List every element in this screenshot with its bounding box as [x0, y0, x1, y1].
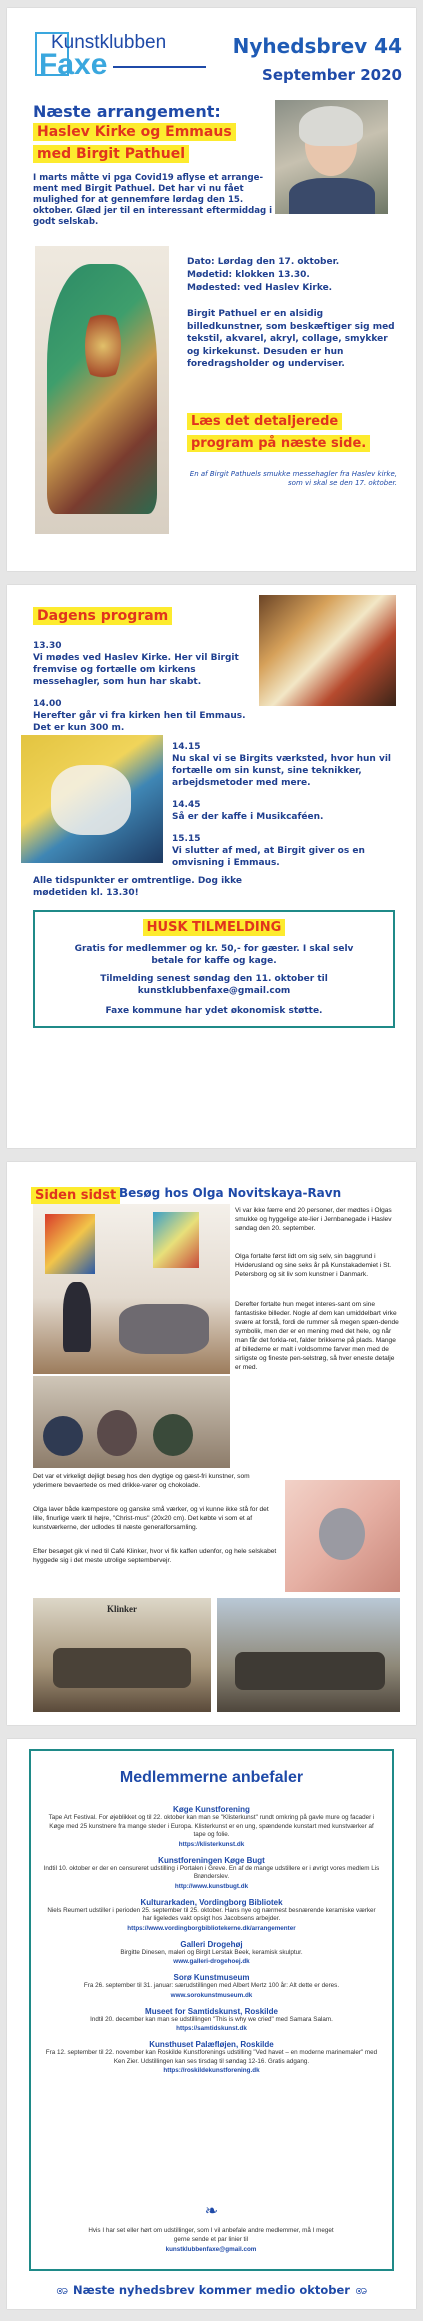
- page-event: [7, 8, 416, 571]
- last-tag-text: Siden sidst: [31, 1187, 120, 1204]
- recommend-item-link[interactable]: https://www.vordingborgbibliotekerne.dk/arrangementer: [127, 1924, 296, 1932]
- atelier-photo: [33, 1204, 230, 1374]
- painting-top: [259, 595, 396, 706]
- last-title: Besøg hos Olga Novitskaya-Ravn: [119, 1186, 342, 1200]
- next-issue-text: Næste nyhedsbrev kommer medio oktober: [73, 2283, 350, 2297]
- recommend-item-title: Galleri Drogehøj: [180, 1939, 243, 1949]
- signup-deadline: Tilmelding senest søndag den 11. oktober til: [100, 974, 328, 984]
- recommend-item-text: Fra 12. september til 22. november kan Roskilde Kunstforenings udstilling "Ved havet – en moderne marinemaler" med Ken Zier. Udstillingen kan ses tirsdag til søndag 12-16. Gratis adgang.: [45, 2049, 378, 2065]
- read-more: [187, 410, 392, 454]
- program-time-3: 14.15: [172, 742, 201, 752]
- page-recommend: [7, 1739, 416, 2309]
- program-desc-3: Nu skal vi se Birgits værksted, hvor hun vil fortælle om sin kunst, sine teknikker, arbejdsmetoder med mere.: [172, 754, 391, 788]
- program-desc-4: Så er der kaffe i Musikcaféen.: [172, 812, 324, 822]
- recommend-item-title: Kulturarkaden, Vordingborg Bibliotek: [140, 1897, 283, 1907]
- recommend-item: [43, 1898, 380, 1933]
- cafe-photo-right: [217, 1598, 400, 1712]
- support-note: Faxe kommune har ydet økonomisk støtte.: [105, 1006, 323, 1016]
- recommend-item-text: Fra 26. september til 31. januar: særudstillingen med Albert Mertz 100 år: Alt dette er deres.: [83, 1982, 340, 1989]
- recommend-heading: Medlemmerne anbefaler: [119, 1769, 304, 1786]
- painting-left: [21, 735, 163, 863]
- program-time-4: 14.45: [172, 800, 201, 810]
- vestment-caption: En af Birgit Pathuels smukke messehagler fra Haslev kirke, som vi skal se den 17. oktober.: [189, 470, 397, 487]
- recommend-item-title: Museet for Samtidskunst, Roskilde: [145, 2006, 278, 2016]
- recommend-ornament: ❧: [204, 2201, 219, 2220]
- recommend-list: [43, 1805, 380, 2082]
- signup-title: HUSK TILMELDING: [143, 919, 286, 936]
- program-note: Alle tidspunkter er omtrentlige. Dog ikke mødetiden kl. 13.30!: [33, 876, 242, 898]
- last-p2: Olga fortalte først lidt om sig selv, sin baggrund i Hviderusland og sine seks år på Kunstakademiet i St. Petersborg og sit liv som kunstner i Danmark.: [235, 1253, 392, 1278]
- vestment-photo: [35, 246, 169, 534]
- recommend-item-text: Indtil 20. december kan man se udstillingen "This is why we cried" med Samara Salam.: [90, 2015, 333, 2023]
- group-photo: [33, 1376, 230, 1468]
- cafe-sign: Klinker: [106, 1604, 137, 1614]
- program-heading-text: Dagens program: [33, 607, 172, 625]
- recommend-item: [43, 2040, 380, 2075]
- event-bio: Birgit Pathuel er en alsidig billedkunstner, som beskæftiger sig med tekstil, akvarel, akryl, collage, smykker og kirkekunst. Desuden er hun foredragsholder og underviser.: [187, 309, 395, 369]
- event-title: [33, 121, 236, 162]
- program-time-5: 15.15: [172, 834, 201, 844]
- recommend-item-link[interactable]: https://roskildekunstforening.dk: [163, 2067, 260, 2074]
- recommend-item-title: Køge Kunstforening: [173, 1805, 250, 1814]
- recommend-item-link[interactable]: http://www.kunstbugt.dk: [174, 1882, 249, 1890]
- signup-box: [33, 910, 395, 1028]
- logo-top-text: Kunstklubben: [51, 32, 167, 53]
- recommend-item-link[interactable]: https://samtidskunst.dk: [176, 2025, 247, 2032]
- portrait-photo: [275, 100, 388, 214]
- recommend-item-text: Niels Reumert udstiller i perioden 25. september til 25. oktober. Hans nye og nærmest besnærende keramiske værker har ligeledes vakt opsigt hos Jacobsens arbejder.: [47, 1906, 376, 1922]
- logo-underline: [113, 66, 206, 68]
- event-title-line2: med Birgit Pathuel: [33, 145, 189, 163]
- cafe-photo-left: [33, 1598, 211, 1712]
- last-p3: Derefter fortalte hun meget interes-sant om sine fantastiske billeder. Nogle af dem kan umiddelbart virke svære at forstå, fordi de rummer så megen spæn-dende symbolik, men der er en mening med det hele, og når man får det forkla-ret, falder brikkerne på plads. Mange af billederne er malt i voldsomme farver men med de sirligste og fineste pen-selstrøg, så hver eneste detalje er med.: [235, 1301, 399, 1371]
- program-time-1: 13.30: [33, 641, 62, 651]
- event-date: Dato: Lørdag den 17. oktober.: [187, 257, 340, 267]
- recommend-footer-email[interactable]: kunstklubbenfaxe@gmail.com: [165, 2246, 257, 2253]
- program-heading: [33, 605, 172, 624]
- program-desc-5: Vi slutter af med, at Birgit giver os en omvisning i Emmaus.: [172, 846, 365, 868]
- recommend-item-title: Sorø Kunstmuseum: [173, 1973, 250, 1982]
- logo-bottom-text: Faxe: [39, 48, 108, 81]
- last-tag: [31, 1184, 120, 1203]
- recommend-item: [43, 1940, 380, 1967]
- last-p1: Vi var ikke færre end 20 personer, der mødtes i Olgas smukke og hyggelige ate-lier i Jernbanegade i Haslev søndag den 20. september.: [235, 1207, 392, 1232]
- page-program: [7, 585, 416, 1148]
- recommend-item: [43, 1856, 380, 1891]
- recommend-item-text: Tape Art Festival. For øjeblikket og til 22. oktober kan man se "Klisterkunst" rundt omkring på gavle mure og facader i Køge med 25 kunstnere fra mange steder i Europa. Klisterkunst er en ung, spændende kunstart med kunstværker af tape og folie.: [48, 1814, 375, 1838]
- recommend-item-text: Birgitte Dinesen, maleri og Birgit Lerstak Beek, keramisk skulptur.: [120, 1948, 303, 1956]
- recommend-item-text: Indtil 10. oktober er der en censureret udstilling i Portalen i Greve. En af de mange udstillere er i øvrigt vores medlem Lis Brønderslev.: [43, 1864, 380, 1880]
- swirl-right-icon: ꩨ: [355, 2283, 367, 2298]
- event-place: Mødested: ved Haslev Kirke.: [187, 283, 333, 293]
- swirl-left-icon: ꩨ: [56, 2283, 68, 2298]
- next-issue: [29, 2279, 394, 2301]
- recommend-item: [43, 1973, 380, 2000]
- recommend-item-link[interactable]: https://klisterkunst.dk: [178, 1840, 245, 1848]
- event-time: Mødetid: klokken 13.30.: [187, 270, 310, 280]
- recommend-item: [43, 1805, 380, 1849]
- event-intro: I marts måtte vi pga Covid19 aflyse et arrange-ment med Birgit Pathuel. Det har vi nu fået mulighed for at gennemføre lørdag den 15. oktober. Glæd jer til en interessant eftermiddag i godt selskab.: [33, 173, 273, 227]
- event-heading: Næste arrangement:: [33, 102, 221, 121]
- recommend-item-link[interactable]: www.sorokunstmuseum.dk: [170, 1991, 253, 1999]
- newsletter-date: September 2020: [262, 66, 402, 84]
- recommend-item: [43, 2007, 380, 2034]
- newsletter-number: Nyhedsbrev 44: [232, 34, 402, 58]
- page-last: [7, 1162, 416, 1725]
- signup-price: Gratis for medlemmer og kr. 50,- for gæster. I skal selv betale for kaffe og kage.: [74, 944, 354, 966]
- last-p4: Det var et virkeligt dejligt besøg hos den dygtige og gæst-fri kunstner, som yderimere bevaertede os med drikke-varer og chokolade.: [33, 1473, 250, 1489]
- last-p6: Efter besøget gik vi ned til Café Klinker, hvor vi fik kaffen udenfor, og hele selskabet hyggede sig i det meste utrolige septembervejr.: [33, 1548, 277, 1564]
- recommend-footer-text: Hvis I har set eller hørt om udstillinger, som I vil anbefale andre medlemmer, må I meget gerne sende et par linier til: [88, 2227, 334, 2243]
- recommend-item-title: Kunsthuset Palæfløjen, Roskilde: [149, 2040, 274, 2049]
- last-p5: Olga laver både kæmpestore og ganske små værker, og vi kunne ikke stå for det lille, finurlige værk til højre, "Christ-mus" (20x20 cm). Det købte vi som et af kunstværkerne, der udlodes til næste generalforsamling.: [33, 1506, 269, 1531]
- read-more-text: Læs det detaljerede program på næste side.: [187, 413, 370, 452]
- event-title-line1: Haslev Kirke og Emmaus: [33, 123, 236, 141]
- program-desc-2: Herefter går vi fra kirken hen til Emmaus. Det er kun 300 m.: [33, 711, 246, 733]
- recommend-item-title: Kunstforeningen Køge Bugt: [158, 1855, 265, 1865]
- christmus-painting: [285, 1480, 400, 1592]
- program-desc-1: Vi mødes ved Haslev Kirke. Her vil Birgit fremvise og fortælle om kirkens messehagler, som hun har skabt.: [33, 653, 239, 687]
- recommend-item-link[interactable]: www.galleri-drogehoej.dk: [173, 1958, 250, 1965]
- program-time-2: 14.00: [33, 699, 62, 709]
- logo: [35, 30, 205, 80]
- signup-email[interactable]: kunstklubbenfaxe@gmail.com: [137, 986, 291, 996]
